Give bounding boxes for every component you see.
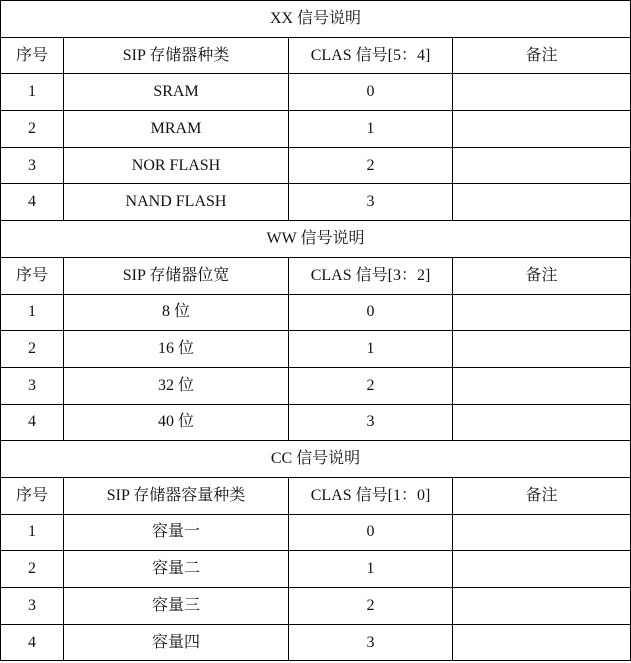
cell-remark bbox=[453, 147, 631, 184]
cell-signal: 2 bbox=[289, 147, 453, 184]
cell-signal: 3 bbox=[289, 184, 453, 221]
header-index: 序号 bbox=[1, 37, 64, 74]
cell-index: 1 bbox=[1, 294, 64, 331]
cc-section-title: CC 信号说明 bbox=[1, 441, 631, 478]
table-row bbox=[1, 624, 631, 661]
cell-type: 容量三 bbox=[64, 588, 289, 625]
table-row bbox=[1, 551, 631, 588]
cell-type: 32 位 bbox=[64, 367, 289, 404]
section-title-row bbox=[1, 1, 631, 38]
cell-signal: 1 bbox=[289, 111, 453, 148]
cell-type: 容量一 bbox=[64, 514, 289, 551]
table-row bbox=[1, 147, 631, 184]
header-row bbox=[1, 37, 631, 74]
cell-type: NOR FLASH bbox=[64, 147, 289, 184]
cell-type: 16 位 bbox=[64, 331, 289, 368]
cell-index: 4 bbox=[1, 404, 64, 441]
cell-remark bbox=[453, 404, 631, 441]
table-row bbox=[1, 111, 631, 148]
cell-signal: 3 bbox=[289, 624, 453, 661]
cell-type: NAND FLASH bbox=[64, 184, 289, 221]
header-row bbox=[1, 257, 631, 294]
table-row bbox=[1, 331, 631, 368]
cell-index: 3 bbox=[1, 367, 64, 404]
header-index: 序号 bbox=[1, 477, 64, 514]
header-remark: 备注 bbox=[453, 477, 631, 514]
cell-type: 容量二 bbox=[64, 551, 289, 588]
header-remark: 备注 bbox=[453, 257, 631, 294]
cell-remark bbox=[453, 184, 631, 221]
cell-index: 1 bbox=[1, 514, 64, 551]
table-row bbox=[1, 184, 631, 221]
cell-index: 2 bbox=[1, 551, 64, 588]
cell-remark bbox=[453, 331, 631, 368]
cell-signal: 1 bbox=[289, 551, 453, 588]
cell-signal: 1 bbox=[289, 331, 453, 368]
cell-remark bbox=[453, 551, 631, 588]
section-title-row bbox=[1, 441, 631, 478]
cell-index: 4 bbox=[1, 184, 64, 221]
cell-index: 2 bbox=[1, 111, 64, 148]
cell-type: 40 位 bbox=[64, 404, 289, 441]
header-signal: CLAS 信号[1：0] bbox=[289, 477, 453, 514]
cell-signal: 0 bbox=[289, 514, 453, 551]
cell-index: 2 bbox=[1, 331, 64, 368]
header-type: SIP 存储器位宽 bbox=[64, 257, 289, 294]
cell-remark bbox=[453, 514, 631, 551]
cell-signal: 0 bbox=[289, 74, 453, 111]
cell-signal: 0 bbox=[289, 294, 453, 331]
cell-remark bbox=[453, 624, 631, 661]
cell-remark bbox=[453, 367, 631, 404]
cell-index: 1 bbox=[1, 74, 64, 111]
table-row bbox=[1, 588, 631, 625]
cell-type: SRAM bbox=[64, 74, 289, 111]
ww-section-title: WW 信号说明 bbox=[1, 221, 631, 258]
table-row bbox=[1, 404, 631, 441]
cell-signal: 3 bbox=[289, 404, 453, 441]
header-type: SIP 存储器种类 bbox=[64, 37, 289, 74]
section-title-row bbox=[1, 221, 631, 258]
header-remark: 备注 bbox=[453, 37, 631, 74]
header-signal: CLAS 信号[5：4] bbox=[289, 37, 453, 74]
header-row bbox=[1, 477, 631, 514]
header-signal: CLAS 信号[3：2] bbox=[289, 257, 453, 294]
table-row bbox=[1, 74, 631, 111]
table-row bbox=[1, 294, 631, 331]
header-index: 序号 bbox=[1, 257, 64, 294]
cell-remark bbox=[453, 74, 631, 111]
cell-remark bbox=[453, 588, 631, 625]
cell-type: 容量四 bbox=[64, 624, 289, 661]
cell-remark bbox=[453, 294, 631, 331]
cell-signal: 2 bbox=[289, 367, 453, 404]
cell-index: 3 bbox=[1, 588, 64, 625]
cell-signal: 2 bbox=[289, 588, 453, 625]
cell-index: 4 bbox=[1, 624, 64, 661]
table-row bbox=[1, 514, 631, 551]
xx-section-title: XX 信号说明 bbox=[1, 1, 631, 38]
cell-remark bbox=[453, 111, 631, 148]
table-row bbox=[1, 367, 631, 404]
header-type: SIP 存储器容量种类 bbox=[64, 477, 289, 514]
cell-type: MRAM bbox=[64, 111, 289, 148]
cell-type: 8 位 bbox=[64, 294, 289, 331]
cell-index: 3 bbox=[1, 147, 64, 184]
